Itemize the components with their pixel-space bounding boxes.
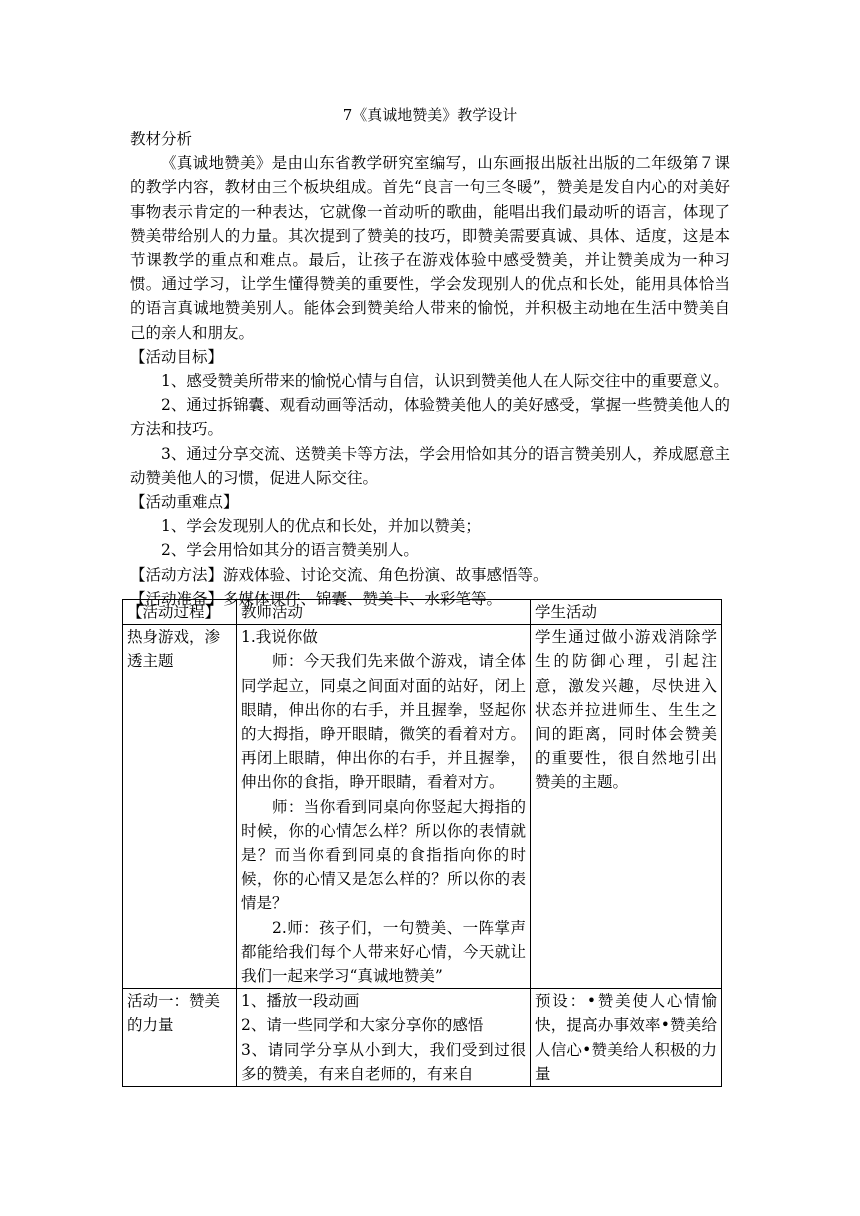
goal-item: 1、感受赞美所带来的愉悦心情与自信，认识到赞美他人在人际交往中的重要意义。 (161, 372, 729, 391)
goal-item: 2、通过拆锦囊、观看动画等活动，体验赞美他人的美好感受，掌握一些赞美他人的方法和技巧。 (130, 396, 730, 439)
table-row (123, 989, 722, 1087)
student-cell: 学生通过做小游戏消除学生的防御心理，引起注意，激发兴趣，尽快进入状态并拉进师生、生生之间的距离，同时体会赞美的重要性，很自然地引出赞美的主题。 (531, 625, 722, 989)
methods-line (130, 563, 730, 587)
page-title: 7《真诚地赞美》教学设计 (342, 106, 518, 124)
header-cell-process: 【活动过程】 (123, 600, 237, 625)
table-row (123, 625, 722, 989)
goals-heading: 【活动目标】 (130, 347, 224, 366)
methods-text: 游戏体验、讨论交流、角色扮演、故事感悟等。 (223, 565, 549, 584)
document-body (130, 127, 730, 611)
stage-cell: 活动一：赞美的力量 (123, 989, 237, 1087)
student-cell: 预设：•赞美使人心情愉快，提高办事效率•赞美给人信心•赞美给人积极的力量 (531, 989, 722, 1087)
prep-label: 【活动准备】 (130, 589, 224, 608)
key-point-item: 2、学会用恰如其分的语言赞美别人。 (161, 541, 419, 560)
teacher-line: 师：当你看到同桌向你竖起大拇指的时候，你的心情怎么样？所以你的表情就是？而当你看到同桌的食指指向你的时候，你的心情又是怎么样的？所以你的表情是？ (241, 797, 526, 913)
teacher-line: 师：今天我们先来做个游戏，请全体同学起立，同桌之间面对面的站好，闭上眼睛，伸出你的右手，并且握拳，竖起你的大拇指，睁开眼睛，微笑的看着对方。再闭上眼睛，伸出你的右手，并且握拳，伸出你的食指，睁开眼睛，看着对方。 (241, 652, 526, 792)
methods-label: 【活动方法】 (130, 565, 224, 584)
teacher-cell (237, 989, 531, 1087)
teacher-line: 3、请同学分享从小到大，我们受到过很多的赞美，有来自老师的，有来自 (241, 1040, 526, 1083)
stage-cell: 热身游戏，渗透主题 (123, 625, 237, 989)
teacher-line: 2.师：孩子们，一句赞美、一阵掌声都能给我们每个人带来好心情，今天就让我们一起来学习“真诚地赞美” (241, 918, 526, 986)
teacher-line: 2、请一些同学和大家分享你的感悟 (241, 1016, 484, 1035)
goal-item: 3、通过分享交流、送赞美卡等方法，学会用恰如其分的语言赞美别人，养成愿意主动赞美他人的习惯，促进人际交往。 (130, 444, 730, 487)
key-point-item: 1、学会发现别人的优点和长处，并加以赞美； (161, 517, 481, 536)
header-cell-teacher: 教师活动 (237, 600, 531, 625)
teacher-cell (237, 625, 531, 989)
table-header-row (123, 600, 722, 625)
analysis-paragraph: 《真诚地赞美》是由山东省教学研究室编写，山东画报出版社出版的二年级第７课的教学内容，教材由三个板块组成。首先“良言一句三冬暖”，赞美是发自内心的对美好事物表示肯定的一种表达，它就像一首动听的歌曲，能唱出我们最动听的语言，体现了赞美带给别人的力量。其次提到了赞美的技巧，即赞美需要真诚、具体、适度，这是本节课教学的重点和难点。最后，让孩子在游戏体验中感受赞美，并让赞美成为一种习惯。通过学习，让学生懂得赞美的重要性，学会发现别人的优点和长处，能用具体恰当的语言真诚地赞美别人。能体会到赞美给人带来的愉悦，并积极主动地在生活中赞美自己的亲人和朋友。 (130, 154, 730, 342)
prep-text: 多媒体课件、锦囊、赞美卡、水彩笔等。 (223, 589, 503, 608)
teacher-line: 1.我说你做 (241, 628, 318, 647)
header-cell-student: 学生活动 (531, 600, 722, 625)
analysis-heading: 教材分析 (130, 130, 193, 148)
activity-table (122, 599, 722, 1087)
teacher-line: 1、播放一段动画 (241, 992, 360, 1011)
key-points-heading: 【活动重难点】 (130, 493, 239, 512)
